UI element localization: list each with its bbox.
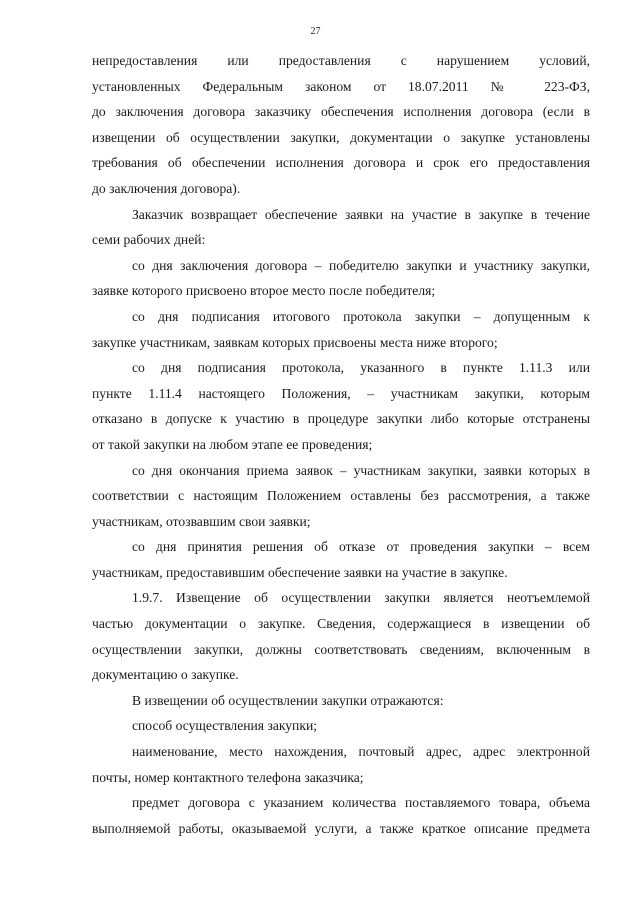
text-line: участникам, предоставившим обеспечение заявки на участие в закупке. — [92, 564, 508, 580]
paragraph — [92, 534, 590, 585]
text-line: способ осуществления закупки; — [132, 718, 317, 734]
paragraph — [92, 304, 590, 355]
paragraph — [92, 585, 590, 687]
text-line: установленных Федеральным законом от 18.07.2011 № 223-ФЗ, — [92, 78, 590, 94]
text-line: осуществлении закупки, должны соответствовать сведениям, включенным в — [92, 641, 590, 657]
text-line: непредоставления или предоставления с нарушением условий, — [92, 53, 590, 68]
text-line: выполняемой работы, оказываемой услуги, а также краткое описание предмета — [92, 820, 590, 836]
paragraph — [92, 790, 590, 841]
text-line: со дня подписания итогового протокола закупки – допущенным к — [132, 308, 590, 324]
text-line: со дня подписания протокола, указанного в пункте 1.11.3 или — [132, 360, 590, 376]
text-line: со дня окончания приема заявок – участникам закупки, заявки которых в — [132, 462, 590, 478]
document-body — [92, 48, 590, 841]
text-line: со дня принятия решения об отказе от проведения закупки – всем — [132, 539, 590, 555]
text-line: соответствии с настоящим Положением оставлены без рассмотрения, а также — [92, 488, 590, 504]
paragraph — [92, 202, 590, 253]
paragraph — [92, 48, 590, 202]
paragraph — [92, 739, 590, 790]
text-line: семи рабочих дней: — [92, 232, 206, 248]
text-line: участникам, отозвавшим свои заявки; — [92, 513, 311, 529]
paragraph — [92, 355, 590, 457]
text-line: почты, номер контактного телефона заказчика; — [92, 769, 364, 785]
text-line: до заключения договора заказчику обеспечения исполнения договора (если в — [92, 104, 590, 120]
text-line: наименование, место нахождения, почтовый адрес, адрес электронной — [132, 744, 590, 760]
text-line: от такой закупки на любом этапе ее проведения; — [92, 436, 373, 452]
text-line: пункте 1.11.4 настоящего Положения, – участникам закупки, которым — [92, 385, 590, 401]
paragraph — [92, 688, 590, 714]
text-line: Заказчик возвращает обеспечение заявки на участие в закупке в течение — [132, 206, 590, 222]
text-line: 1.9.7. Извещение об осуществлении закупки является неотъемлемой — [132, 590, 590, 606]
text-line: заявке которого присвоено второе место после победителя; — [92, 283, 436, 299]
paragraph — [92, 253, 590, 304]
text-line: предмет договора с указанием количества поставляемого товара, объема — [132, 795, 590, 811]
paragraph — [92, 713, 590, 739]
text-line: со дня заключения договора – победителю закупки и участнику закупки, — [132, 257, 590, 273]
text-line: частью документации о закупке. Сведения, содержащиеся в извещении об — [92, 616, 590, 632]
text-line: до заключения договора). — [92, 180, 241, 196]
text-line: документацию о закупке. — [92, 667, 239, 683]
paragraph — [92, 458, 590, 535]
page-number: 27 — [310, 26, 321, 37]
text-line: извещении об осуществлении закупки, документации о закупке установлены — [92, 129, 590, 145]
text-line: В извещении об осуществлении закупки отражаются: — [132, 692, 444, 708]
text-line: отказано в допуске к участию в процедуре закупки либо которые отстранены — [92, 411, 590, 427]
text-line: закупке участникам, заявкам которых присвоены места ниже второго; — [92, 334, 498, 350]
text-line: требования об обеспечении исполнения договора и срок его предоставления — [92, 155, 590, 171]
